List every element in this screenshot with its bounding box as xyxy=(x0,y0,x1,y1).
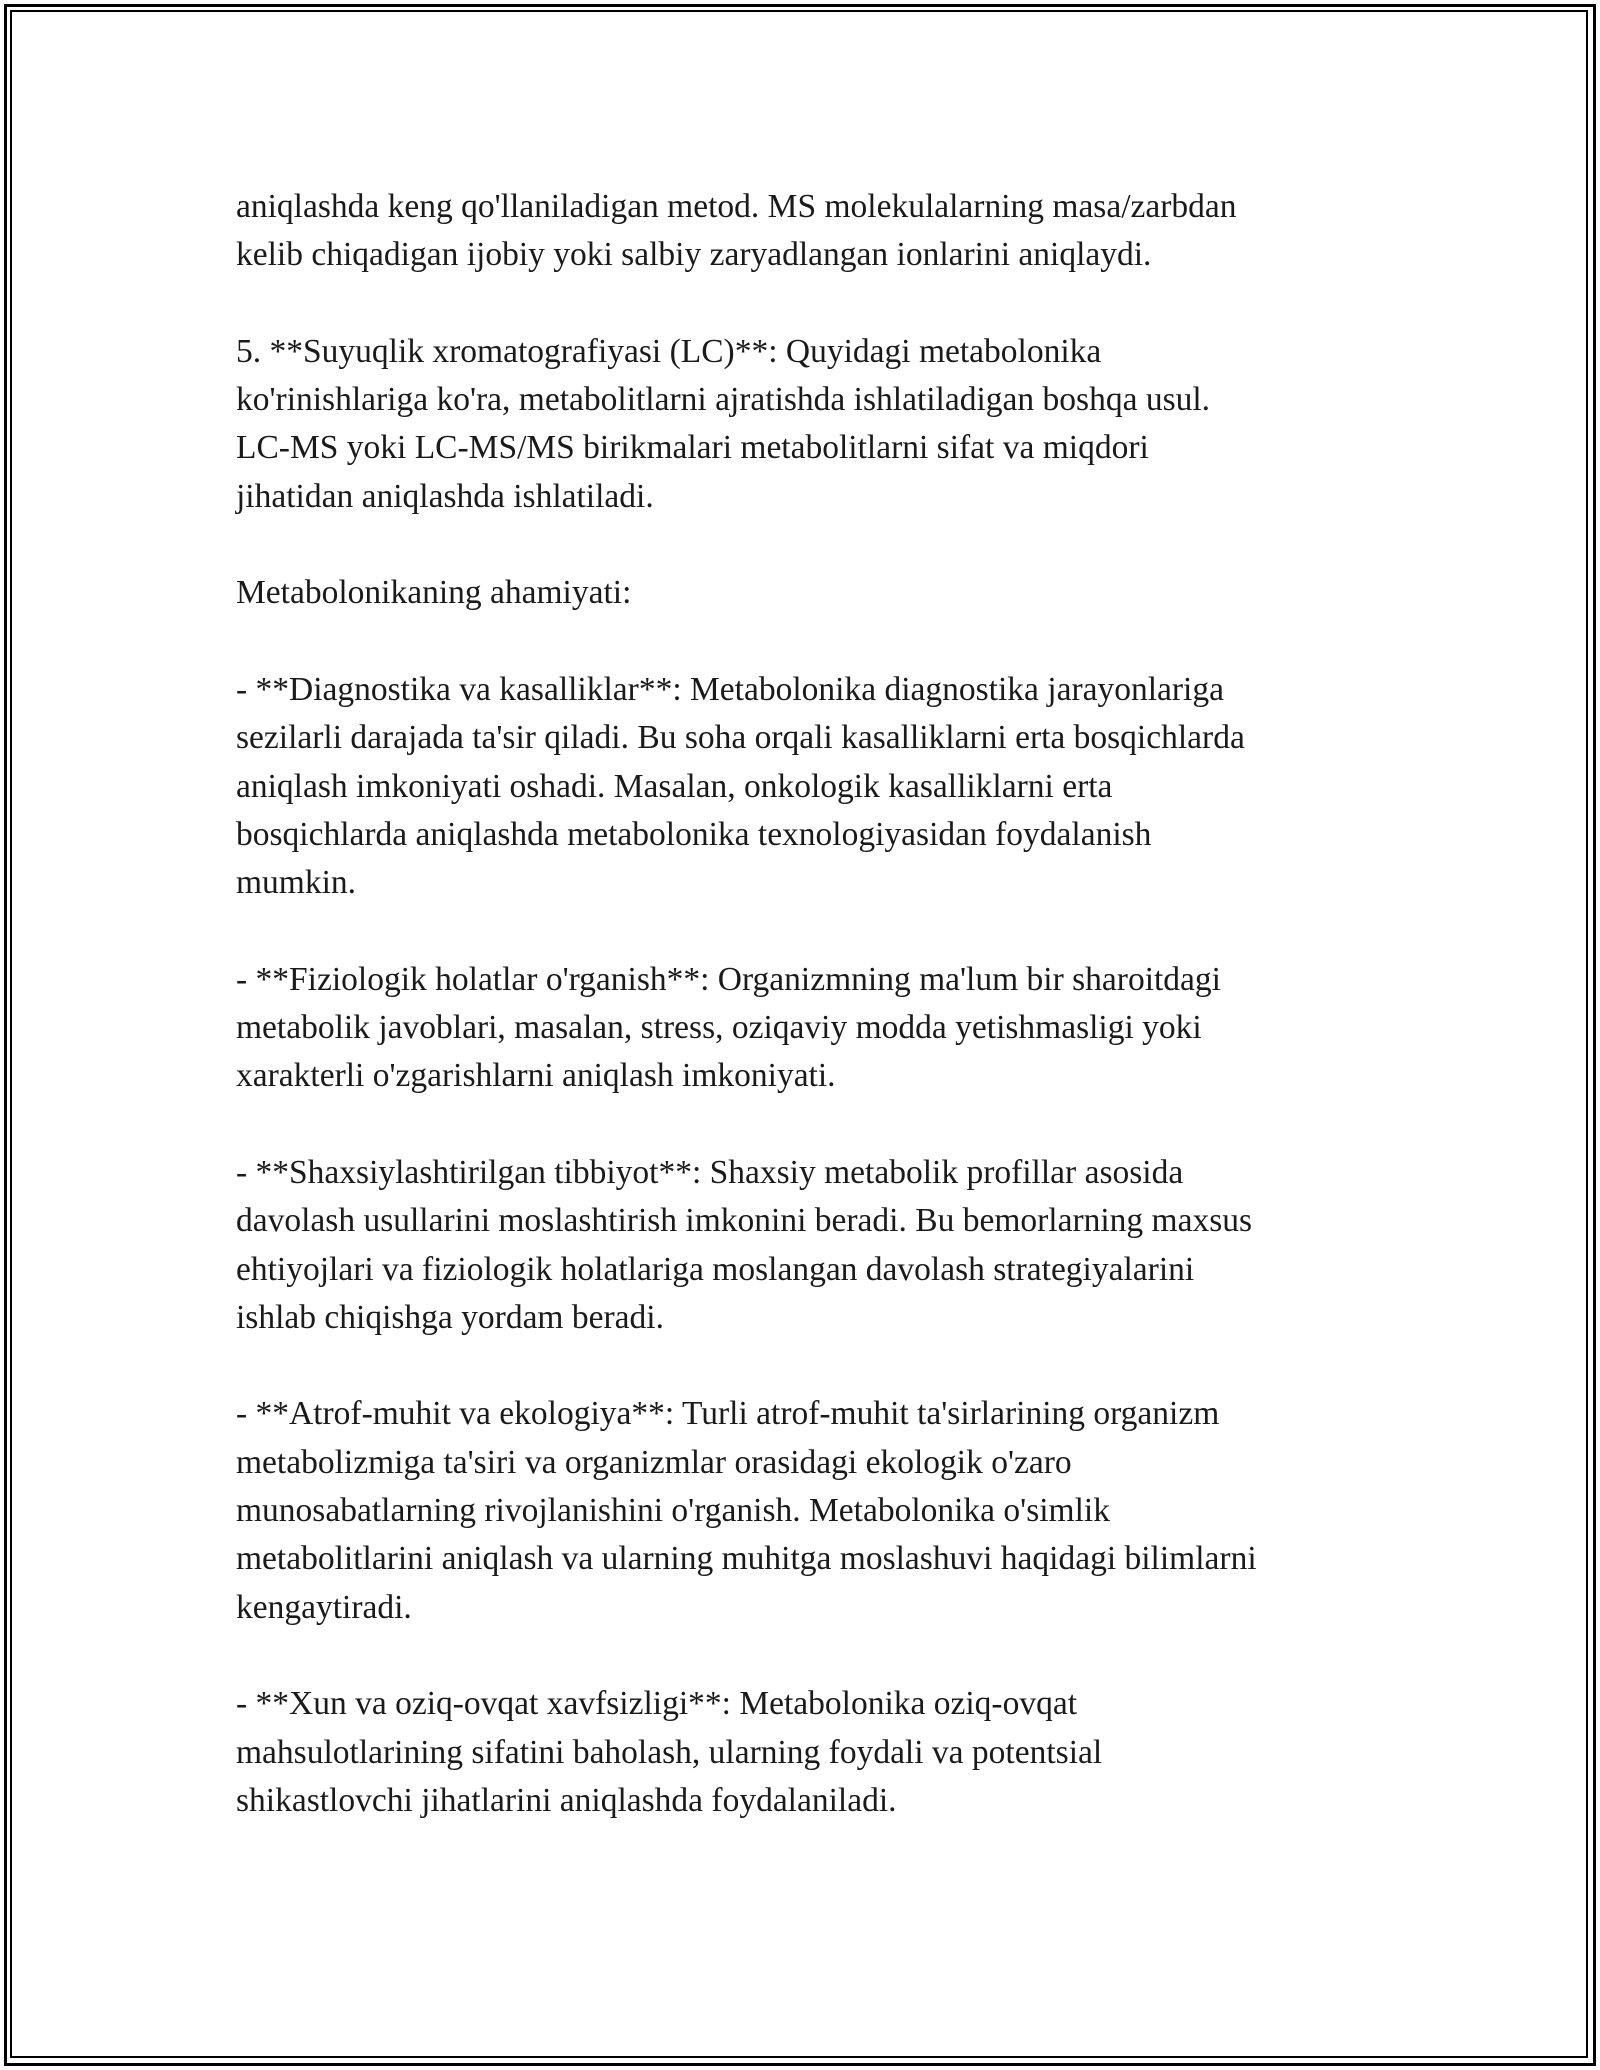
text-line: shikastlovchi jihatlarini aniqlashda foydalaniladi. xyxy=(236,1781,897,1819)
text-line: xarakterli o'zgarishlarni aniqlash imkoniyati. xyxy=(236,1057,836,1095)
text-line: kengaytiradi. xyxy=(236,1588,412,1626)
document-body xyxy=(236,183,1376,1825)
text-line: bosqichlarda aniqlashda metabolonika texnologiyasidan foydalanish xyxy=(236,815,1152,853)
text-line: - **Fiziologik holatlar o'rganish**: Organizmning ma'lum bir sharoitdagi xyxy=(236,960,1221,998)
list-item-environment-ecology xyxy=(236,1390,1376,1631)
text-line: davolash usullarini moslashtirish imkonini beradi. Bu bemorlarning maxsus xyxy=(236,1202,1253,1240)
text-line: metabolik javoblari, masalan, stress, oziqaviy modda yetishmasligi yoki xyxy=(236,1009,1202,1047)
list-item-personalized-medicine xyxy=(236,1149,1376,1342)
paragraph-ms-continuation xyxy=(236,183,1376,280)
text-line: - **Diagnostika va kasalliklar**: Metabolonika diagnostika jarayonlariga xyxy=(236,670,1224,708)
text-line: ishlab chiqishga yordam beradi. xyxy=(236,1298,664,1336)
text-line: Metabolonikaning ahamiyati: xyxy=(236,574,632,612)
text-line: sezilarli darajada ta'sir qiladi. Bu soha orqali kasalliklarni erta bosqichlarda xyxy=(236,719,1245,757)
text-line: jihatidan aniqlashda ishlatiladi. xyxy=(236,477,654,515)
section-heading-importance xyxy=(236,569,1376,617)
paragraph-liquid-chromatography xyxy=(236,328,1376,521)
text-line: - **Xun va oziq-ovqat xavfsizligi**: Metabolonika oziq-ovqat xyxy=(236,1685,1078,1723)
text-line: 5. **Suyuqlik xromatografiyasi (LC)**: Quyidagi metabolonika xyxy=(236,332,1102,370)
text-line: - **Shaxsiylashtirilgan tibbiyot**: Shaxsiy metabolik profillar asosida xyxy=(236,1153,1184,1191)
list-item-diagnostics xyxy=(236,666,1376,907)
list-item-physiology xyxy=(236,956,1376,1101)
text-line: kelib chiqadigan ijobiy yoki salbiy zaryadlangan ionlarini aniqlaydi. xyxy=(236,236,1152,274)
list-item-food-safety xyxy=(236,1680,1376,1825)
text-line: mahsulotlarining sifatini baholash, ularning foydali va potentsial xyxy=(236,1733,1103,1771)
text-line: mumkin. xyxy=(236,864,357,902)
text-line: ehtiyojlari va fiziologik holatlariga moslangan davolash strategiyalarini xyxy=(236,1250,1195,1288)
text-line: metabolizmiga ta'siri va organizmlar orasidagi ekologik o'zaro xyxy=(236,1443,1072,1481)
text-line: metabolitlarini aniqlash va ularning muhitga moslashuvi haqidagi bilimlarni xyxy=(236,1540,1257,1578)
text-line: aniqlashda keng qo'llaniladigan metod. MS molekulalarning masa/zarbdan xyxy=(236,188,1237,225)
text-line: - **Atrof-muhit va ekologiya**: Turli atrof-muhit ta'sirlarining organizm xyxy=(236,1395,1220,1433)
text-line: aniqlash imkoniyati oshadi. Masalan, onkologik kasalliklarni erta xyxy=(236,767,1113,805)
text-line: munosabatlarning rivojlanishini o'rganish. Metabolonika o'simlik xyxy=(236,1492,1110,1530)
text-line: LC-MS yoki LC-MS/MS birikmalari metabolitlarni sifat va miqdori xyxy=(236,429,1149,467)
text-line: ko'rinishlariga ko'ra, metabolitlarni ajratishda ishlatiladigan boshqa usul. xyxy=(236,381,1211,419)
